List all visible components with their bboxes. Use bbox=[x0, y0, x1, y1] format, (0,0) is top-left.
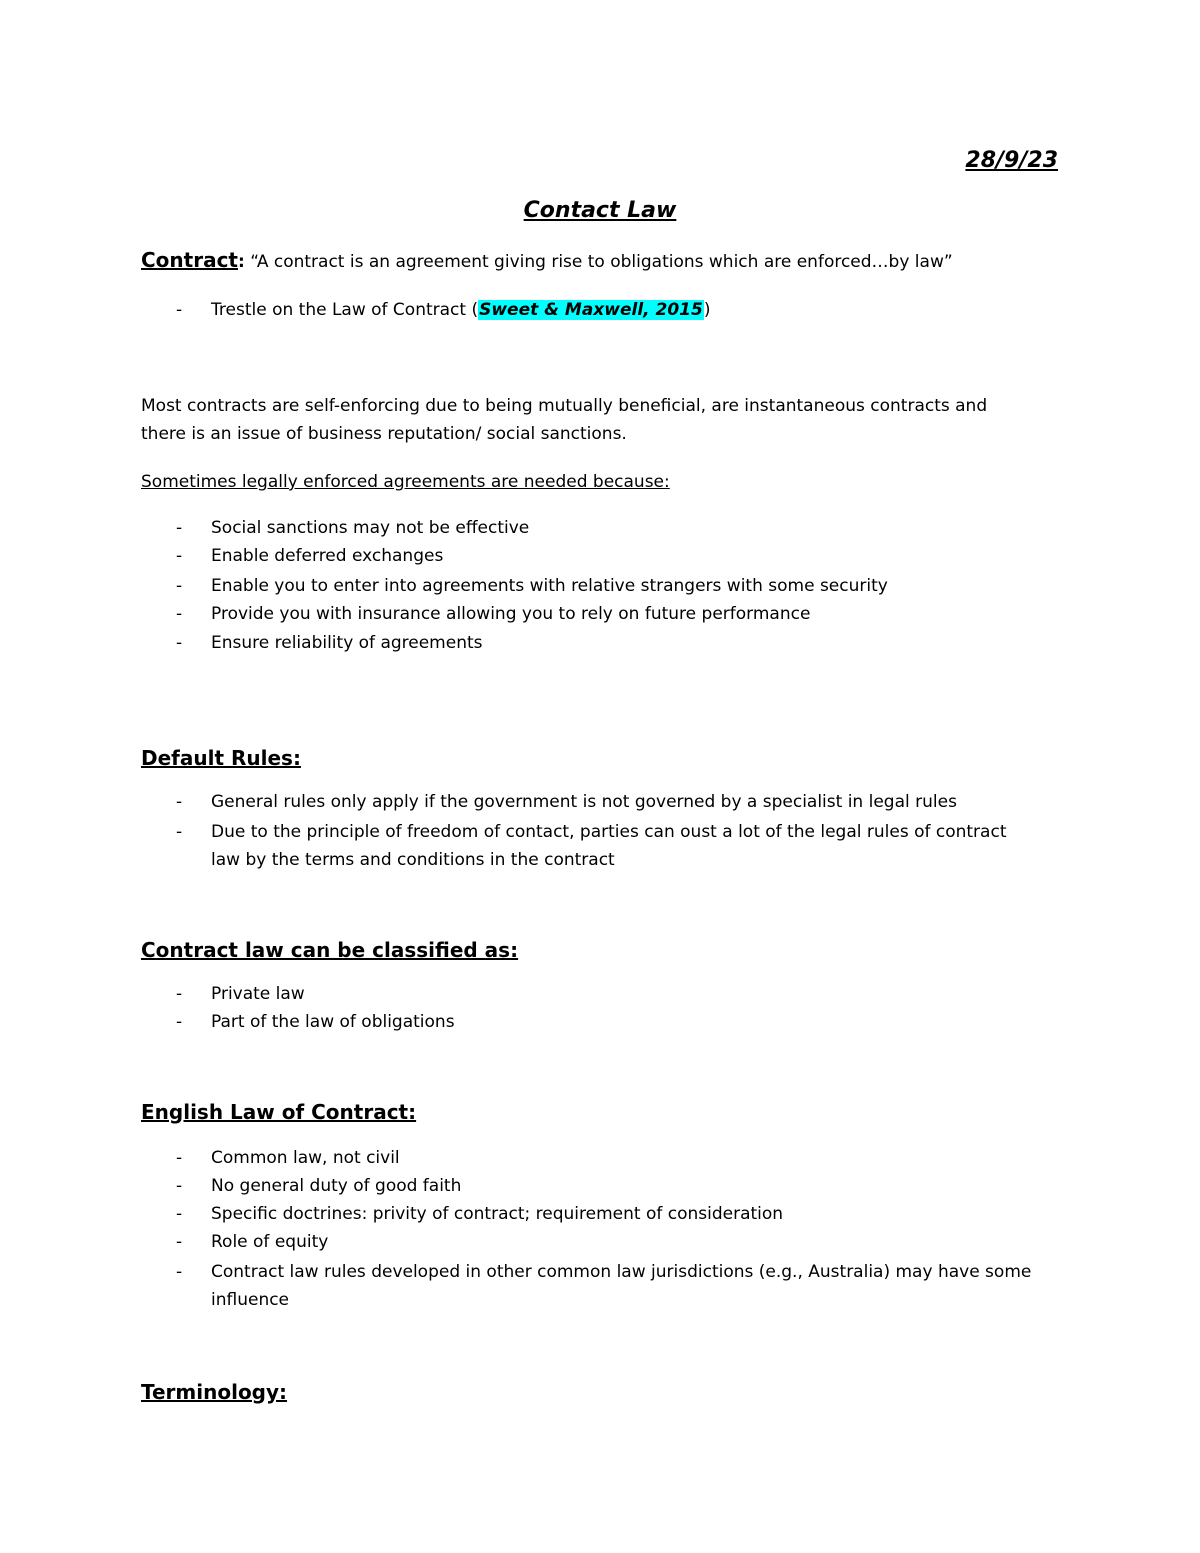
contract-colon: : bbox=[238, 252, 245, 272]
list-dash: - bbox=[176, 518, 183, 538]
list-dash: - bbox=[176, 546, 183, 566]
paragraph-line-2: there is an issue of business reputation/ social sanctions. bbox=[141, 424, 627, 444]
classified-heading: Contract law can be classified as: bbox=[141, 938, 519, 962]
list-item: Provide you with insurance allowing you to rely on future performance bbox=[211, 604, 811, 624]
list-dash: - bbox=[176, 1204, 183, 1224]
citation bbox=[211, 299, 710, 321]
list-item: General rules only apply if the government is not governed by a specialist in legal rules bbox=[211, 792, 957, 812]
list-item: Private law bbox=[211, 984, 305, 1004]
list-item: Role of equity bbox=[211, 1232, 329, 1252]
citation-prefix: Trestle on the Law of Contract ( bbox=[211, 300, 479, 320]
list-dash: - bbox=[176, 1262, 183, 1282]
list-dash: - bbox=[176, 1176, 183, 1196]
list-dash: - bbox=[176, 1232, 183, 1252]
paragraph-line-1: Most contracts are self-enforcing due to being mutually beneficial, are instantaneous contracts and bbox=[141, 396, 988, 416]
citation-highlight: Sweet & Maxwell, 2015 bbox=[479, 300, 703, 320]
list-dash: - bbox=[176, 633, 183, 653]
list-item-continuation: influence bbox=[211, 1290, 290, 1310]
list-item: Social sanctions may not be effective bbox=[211, 518, 530, 538]
list-item: Due to the principle of freedom of contact, parties can oust a lot of the legal rules of contract bbox=[211, 822, 1007, 842]
list-dash: - bbox=[176, 822, 183, 842]
list-item: Ensure reliability of agreements bbox=[211, 633, 483, 653]
contract-definition bbox=[141, 249, 953, 273]
list-item: Contract law rules developed in other common law jurisdictions (e.g., Australia) may have some bbox=[211, 1262, 1032, 1282]
document-title: Contact Law bbox=[523, 198, 677, 223]
english-law-heading: English Law of Contract: bbox=[141, 1100, 417, 1124]
list-item: No general duty of good faith bbox=[211, 1176, 462, 1196]
list-dash: - bbox=[176, 792, 183, 812]
sometimes-heading: Sometimes legally enforced agreements are needed because: bbox=[141, 472, 670, 492]
list-item-continuation: law by the terms and conditions in the contract bbox=[211, 850, 615, 870]
list-item: Part of the law of obligations bbox=[211, 1012, 455, 1032]
list-dash: - bbox=[176, 576, 183, 596]
default-rules-heading: Default Rules: bbox=[141, 746, 301, 770]
list-dash: - bbox=[176, 1012, 183, 1032]
citation-suffix: ) bbox=[703, 300, 711, 320]
citation-dash: - bbox=[176, 300, 183, 320]
document-date: 28/9/23 bbox=[965, 148, 1058, 173]
terminology-heading: Terminology: bbox=[141, 1380, 288, 1404]
list-item: Enable deferred exchanges bbox=[211, 546, 444, 566]
list-item: Common law, not civil bbox=[211, 1148, 400, 1168]
contract-definition-text: “A contract is an agreement giving rise to obligations which are enforced…by law” bbox=[244, 252, 953, 272]
list-dash: - bbox=[176, 984, 183, 1004]
list-dash: - bbox=[176, 1148, 183, 1168]
list-dash: - bbox=[176, 604, 183, 624]
contract-term: Contract bbox=[141, 248, 238, 272]
list-item: Specific doctrines: privity of contract; requirement of consideration bbox=[211, 1204, 784, 1224]
list-item: Enable you to enter into agreements with relative strangers with some security bbox=[211, 576, 888, 596]
